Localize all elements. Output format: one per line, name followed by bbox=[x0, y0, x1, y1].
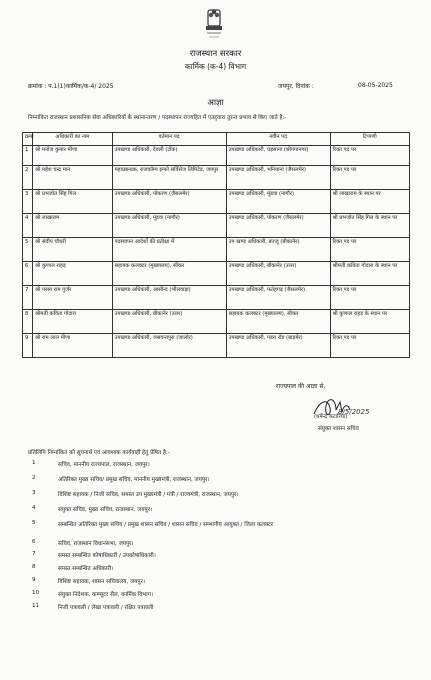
order-title: आज्ञा bbox=[207, 98, 224, 108]
list-item-text: सम्बन्धित अतिरिक्त मुख्य सचिव / प्रमुख शासन सचिव / शासन सचिव / सम्भागीय आयुक्त / जिला कलक्टर bbox=[58, 522, 274, 528]
cell-current-post: उपखण्ड अधिकारी, आसीन्द (भीलवाड़ा) bbox=[112, 286, 226, 310]
table-row bbox=[23, 286, 410, 310]
list-item-number: 4 bbox=[32, 505, 36, 511]
transfer-table bbox=[22, 132, 410, 358]
cell-serial: 1 bbox=[23, 146, 33, 166]
list-item-text: सचिव, माननीय राज्यपाल, राजस्थान, जयपुर। bbox=[58, 462, 150, 468]
cell-officer-name: श्री प्रभजोत सिंह गिल bbox=[33, 190, 112, 214]
cell-current-post: उपखण्ड अधिकारी, मूंडवा (नागौर) bbox=[112, 214, 226, 238]
cell-new-post: उपखण्ड अधिकारी, पोकरण (जैसलमेर) bbox=[226, 214, 330, 238]
header-officer-name: अधिकारी का नाम bbox=[33, 133, 112, 146]
cell-current-post: उपखण्ड अधिकारी, बीकानेर (उत्तर) bbox=[112, 310, 226, 334]
cell-officer-name: श्री महेश चन्द्र मान bbox=[33, 166, 112, 190]
cell-remarks: रिक्त पद पर bbox=[330, 146, 409, 166]
cell-serial: 6 bbox=[23, 262, 33, 286]
list-item-text: विशिष्ट सहायक / निजी सचिव, समस्त उप मुख्यमंत्री / मंत्री / राज्यमंत्री, राजस्थान, जयपुर। bbox=[58, 492, 239, 498]
header-serial: क्रमां bbox=[23, 133, 33, 146]
list-item-text: समस्त सम्बन्धित अधिकारी। bbox=[58, 566, 114, 572]
copy-to-heading: प्रतिलिपि निम्नांकित को सूचनार्थ एवं आवश्यक कार्यवाही हेतु प्रेषित है:- bbox=[28, 450, 170, 456]
table-row bbox=[23, 166, 410, 190]
list-item-number: 10 bbox=[32, 590, 40, 596]
cell-remarks: रिक्त पद पर bbox=[330, 166, 409, 190]
list-item-text: अतिरिक्त मुख्य सचिव/ प्रमुख सचिव, माननीय मुख्यमंत्री, राजस्थान, जयपुर। bbox=[58, 477, 210, 483]
header-remarks: टिप्पणी bbox=[330, 133, 409, 146]
cell-current-post: सहायक कलक्टर (मुख्यालय), सीकर bbox=[112, 262, 226, 286]
list-item-text: सचिव, राजस्थान विधानसभा, जयपुर। bbox=[58, 541, 134, 547]
list-item-number: 7 bbox=[32, 551, 36, 557]
cell-remarks: रिक्त पद पर bbox=[330, 334, 409, 358]
signature-date: 8/5/2025 bbox=[338, 408, 370, 416]
list-item-number: 11 bbox=[32, 603, 40, 609]
table-row bbox=[23, 262, 410, 286]
cell-serial: 3 bbox=[23, 190, 33, 214]
cell-remarks: श्री प्रभजोत सिंह गिल के स्थान पर bbox=[330, 214, 409, 238]
order-intro: निम्नांकित राजस्थान प्रशासनिक सेवा अधिकारियों के स्थानान्तरण / पदस्थापन राज्यहित में एतद्द्वारा तुरन्त प्रभाव से किए जाते है:- bbox=[28, 115, 287, 121]
cell-new-post: उपखण्ड अधिकारी, घड़साना (श्रीगंगानगर) bbox=[226, 146, 330, 166]
table-row bbox=[23, 146, 410, 166]
cell-current-post: उपखण्ड अधिकारी, देवली (टोंक) bbox=[112, 146, 226, 166]
table-header-row bbox=[23, 133, 410, 146]
cell-officer-name: श्री कुणाल राहड़ bbox=[33, 262, 112, 286]
cell-new-post: उप खण्ड अधिकारी, बज्जू (बीकानेर) bbox=[226, 238, 330, 262]
cell-officer-name: श्रीमती कविता गोदारा bbox=[33, 310, 112, 334]
cell-new-post: उपखण्ड अधिकारी, फतेहगढ़ (जैसलमेर) bbox=[226, 286, 330, 310]
list-item-number: 8 bbox=[32, 564, 36, 570]
government-title: राजस्थान सरकार bbox=[189, 49, 242, 59]
cell-officer-name: श्री लाखाराम bbox=[33, 214, 112, 238]
cell-officer-name: श्री राम लाल मीणा bbox=[33, 334, 112, 358]
list-item-number: 1 bbox=[32, 460, 36, 466]
list-item-text: समस्त सम्बन्धित कोषाधिकारी / उपकोषाधिकारी। bbox=[58, 553, 156, 559]
cell-officer-name: श्री परसा राम गुर्जर bbox=[33, 286, 112, 310]
cell-remarks: श्रीमती कविता गोदारा के स्थान पर bbox=[330, 262, 409, 286]
list-item-number: 5 bbox=[32, 520, 36, 526]
cell-current-post: उपखण्ड अधिकारी, जसवन्तपुरा (जालोर) bbox=[112, 334, 226, 358]
cell-serial: 8 bbox=[23, 310, 33, 334]
table-row bbox=[23, 334, 410, 358]
list-item-number: 9 bbox=[32, 577, 36, 583]
cell-serial: 9 bbox=[23, 334, 33, 358]
cell-current-post: पदस्थापन आदेशों की प्रतीक्षा में bbox=[112, 238, 226, 262]
department-title: कार्मिक (क-4) विभाग bbox=[184, 62, 247, 71]
cell-serial: 2 bbox=[23, 166, 33, 190]
place-date-label: जयपुर, दिनांक : bbox=[278, 83, 314, 90]
list-item-text: निजी पत्रावली / लेखा पत्रावली / रक्षित पत्रावली bbox=[58, 605, 154, 611]
table-row bbox=[23, 238, 410, 262]
cell-current-post: महाप्रबन्धक, राजकॉम्प इन्फो सर्विसेज लिमिटेड, जयपुर bbox=[112, 166, 226, 190]
list-item-text: विशिष्ट सहायक, शासन सचिवालय, जयपुर। bbox=[58, 579, 145, 585]
cell-serial: 5 bbox=[23, 238, 33, 262]
table-row bbox=[23, 310, 410, 334]
signatory-designation: संयुक्त शासन सचिव bbox=[318, 426, 359, 432]
table-row bbox=[23, 214, 410, 238]
header-new-post: नवीन पद bbox=[226, 133, 330, 146]
cell-new-post: सहायक कलक्टर (मुख्यालय), सीकर bbox=[226, 310, 330, 334]
order-number: क्रमांक : प.1(1)कार्मिक/क-4/ 2025 bbox=[28, 83, 114, 90]
cell-remarks: श्री लाखाराम के स्थान पर bbox=[330, 190, 409, 214]
list-item-number: 3 bbox=[32, 490, 36, 496]
governor-order-line: राज्यपाल की आज्ञा से, bbox=[276, 383, 326, 390]
cell-new-post: उपखण्ड अधिकारी, मूंडवा (नागौर) bbox=[226, 190, 330, 214]
signatory-name: (धर्मेन्द्र कटारिया) bbox=[314, 414, 348, 420]
cell-serial: 7 bbox=[23, 286, 33, 310]
list-item-number: 6 bbox=[32, 539, 36, 545]
cell-remarks: रिक्त पद पर bbox=[330, 238, 409, 262]
cell-remarks: श्री कुणाल राहड़ के स्थान पर bbox=[330, 310, 409, 334]
cell-officer-name: श्री संदीप चौधरी bbox=[33, 238, 112, 262]
list-item-text: संयुक्त निदेशक, कम्प्यूटर सैल, कार्मिक विभाग। bbox=[58, 592, 154, 598]
cell-officer-name: श्री मनोज कुमार मीणा bbox=[33, 146, 112, 166]
cell-new-post: उपखण्ड अधिकारी, भनियाना (जैसलमेर) bbox=[226, 166, 330, 190]
state-emblem-icon bbox=[199, 6, 229, 44]
header-current-post: वर्तमान पद bbox=[112, 133, 226, 146]
cell-current-post: उपखण्ड अधिकारी, पोकरण (जैसलमेर) bbox=[112, 190, 226, 214]
cell-serial: 4 bbox=[23, 214, 33, 238]
list-item-text: संयुक्त सचिव, मुख्य सचिव, राजस्थान, जयपुर। bbox=[58, 507, 153, 513]
order-date: 08-05-2025 bbox=[358, 82, 393, 89]
cell-remarks: रिक्त पद पर bbox=[330, 286, 409, 310]
list-item-number: 2 bbox=[32, 475, 36, 481]
table-row bbox=[23, 190, 410, 214]
cell-new-post: उपखण्ड अधिकारी, गडरा रोड (बाड़मेर) bbox=[226, 334, 330, 358]
cell-new-post: उपखण्ड अधिकारी, बीकानेर (उत्तर) bbox=[226, 262, 330, 286]
